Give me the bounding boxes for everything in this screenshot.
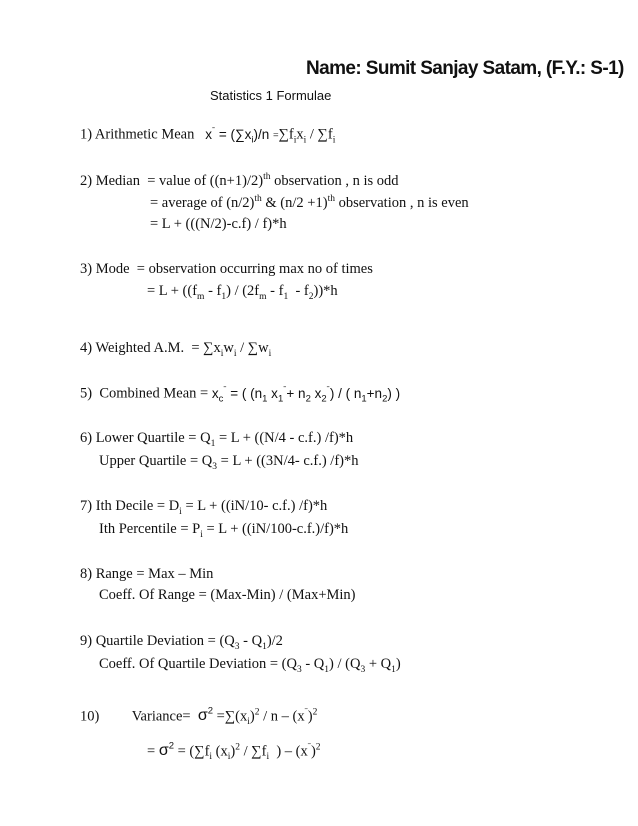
item-10-variance-line2: = $\sigma^2 = (\sum f_i$ $(x_i)^2 / \sum f_i$ ) – $(x^ˉ)^2$	[147, 741, 321, 763]
item-9-coeff-quartile-deviation: Coeff. Of Quartile Deviation = $(Q_3 - Q_1) / (Q_3 + Q_1)$	[99, 656, 401, 675]
item-8-range: 8) Range = Max – Min	[80, 566, 214, 582]
item-10-variance-line1: 10) Variance= $\sigma^2 =\sum(x_i)^2 / n - (x^ˉ)^2$	[80, 706, 318, 728]
item-1-arithmetic-mean: 1) Arithmetic Mean $x^ˉ = (\sum x_i)/n =\sum f_ix_i / \sum f_i$	[80, 125, 336, 146]
item-6-upper-quartile: Upper Quartile = $Q_3 = L + ((3N/4-$ c.f.) /f)*h	[99, 453, 359, 472]
item-9-quartile-deviation: 9) Quartile Deviation = $(Q_3 - Q_1)/2$	[80, 633, 283, 652]
author-name: Name: Sumit Sanjay Satam, (F.Y.: S-1)	[306, 58, 624, 79]
item-3-mode-line2: = $L + ((f_m - f_1) / (2f_m - f_1 - f_2))*h$	[147, 283, 338, 302]
item-5-combined-mean: 5) Combined Mean = $x_c^ˉ$ = ( ($n_1$ $x_1^ˉ+ n_2$ $x_2^ˉ$) / ( $n_1+n_2$) )	[80, 384, 401, 405]
item-7-percentile: Ith Percentile = $P_i = L + ((iN/100-c.f.)/f)*h$	[99, 521, 349, 540]
item-2-median-line2: = average of $(n/2)^{th}$ & $(n/2 +1)^{th}$ observation , n is even	[150, 194, 469, 211]
document-subtitle: Statistics 1 Formulae	[210, 88, 332, 103]
item-6-lower-quartile: 6) Lower Quartile = $Q_1 = L + ((N/4 - c.f.)$ /f)*h	[80, 430, 354, 449]
item-4-weighted-am: 4) Weighted A.M. = $\sum x_iw_i / \sum w_i$	[80, 340, 272, 359]
item-7-decile: 7) Ith Decile = $D_i = L + ((iN/10-$ c.f.) /f)*h	[80, 498, 328, 517]
item-3-mode-line1: 3) Mode = observation occurring max no of times	[80, 261, 373, 277]
item-8-coeff-range: Coeff. Of Range = (Max-Min) / (Max+Min)	[99, 587, 356, 603]
item-2-median-line3: = L + (((N/2)-c.f) / f)*h	[150, 216, 287, 232]
item-2-median-line1: 2) Median = value of $((n+1)/2)^{th}$ observation , n is odd	[80, 172, 399, 189]
